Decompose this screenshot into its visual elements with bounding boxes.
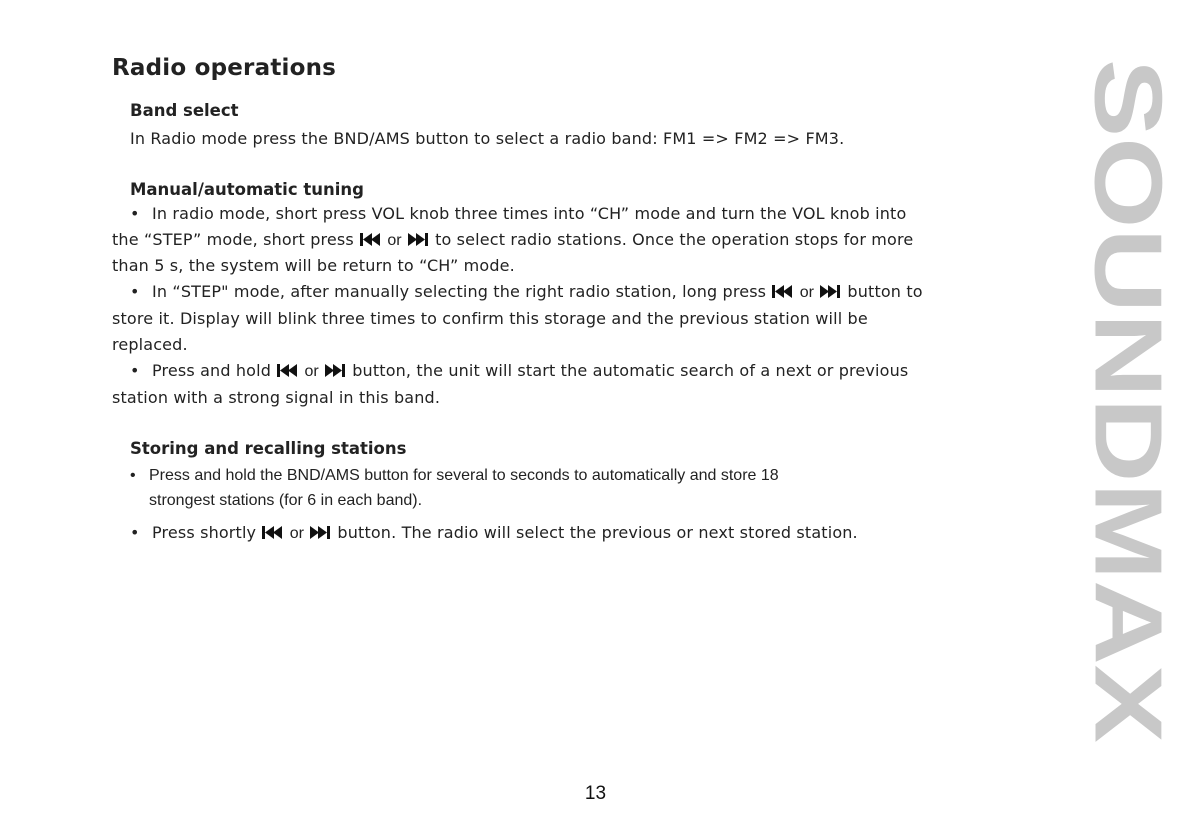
- skip-forward-icon: [325, 364, 346, 377]
- manual-tuning-heading: Manual/automatic tuning: [130, 180, 364, 199]
- skip-forward-icon: [820, 285, 841, 298]
- skip-back-icon: [262, 526, 283, 539]
- bullet: •: [130, 361, 140, 380]
- bullet: •: [130, 204, 140, 223]
- storing-heading: Storing and recalling stations: [130, 439, 407, 458]
- band-select-text: In Radio mode press the BND/AMS button to select a radio band: FM1 => FM2 => FM3.: [130, 129, 845, 148]
- tuning-bullet-1-line-2: the “STEP” mode, short press or to select radio stations. Once the operation stops for more: [112, 230, 914, 249]
- tuning-bullet-2-line-2: store it. Display will blink three times to confirm this storage and the previous station will be: [112, 309, 868, 328]
- band-select-heading: Band select: [130, 101, 239, 120]
- tuning-bullet-2-line-3: replaced.: [112, 335, 188, 354]
- skip-forward-icon: [310, 526, 331, 539]
- skip-forward-icon: [408, 233, 429, 246]
- skip-back-icon: [277, 364, 298, 377]
- storing-bullet-1-line-2: strongest stations (for 6 in each band).: [149, 492, 423, 509]
- soundmax-logo: [1074, 56, 1182, 746]
- tuning-bullet-1-line-1: • In radio mode, short press VOL knob three times into “CH” mode and turn the VOL knob into: [130, 204, 907, 223]
- skip-back-icon: [360, 233, 381, 246]
- bullet: •: [130, 282, 140, 301]
- storing-bullet-1-line-1: • Press and hold the BND/AMS button for several to seconds to automatically and store 18: [130, 467, 779, 484]
- tuning-bullet-1-line-3: than 5 s, the system will be return to “CH” mode.: [112, 256, 515, 275]
- tuning-bullet-3-line-1: • Press and hold or button, the unit will start the automatic search of a next or previous: [130, 361, 909, 380]
- tuning-bullet-3-line-2: station with a strong signal in this band.: [112, 388, 441, 407]
- tuning-bullet-2-line-1: • In “STEP" mode, after manually selecting the right radio station, long press or button to: [130, 282, 923, 301]
- page-number: 13: [584, 783, 607, 804]
- page-title: Radio operations: [112, 55, 337, 81]
- skip-back-icon: [772, 285, 793, 298]
- bullet: •: [130, 467, 136, 484]
- bullet: •: [130, 523, 140, 542]
- brand-text: SOUNDMAX: [1074, 59, 1182, 620]
- storing-bullet-2: • Press shortly or button. The radio will select the previous or next stored station.: [130, 523, 858, 542]
